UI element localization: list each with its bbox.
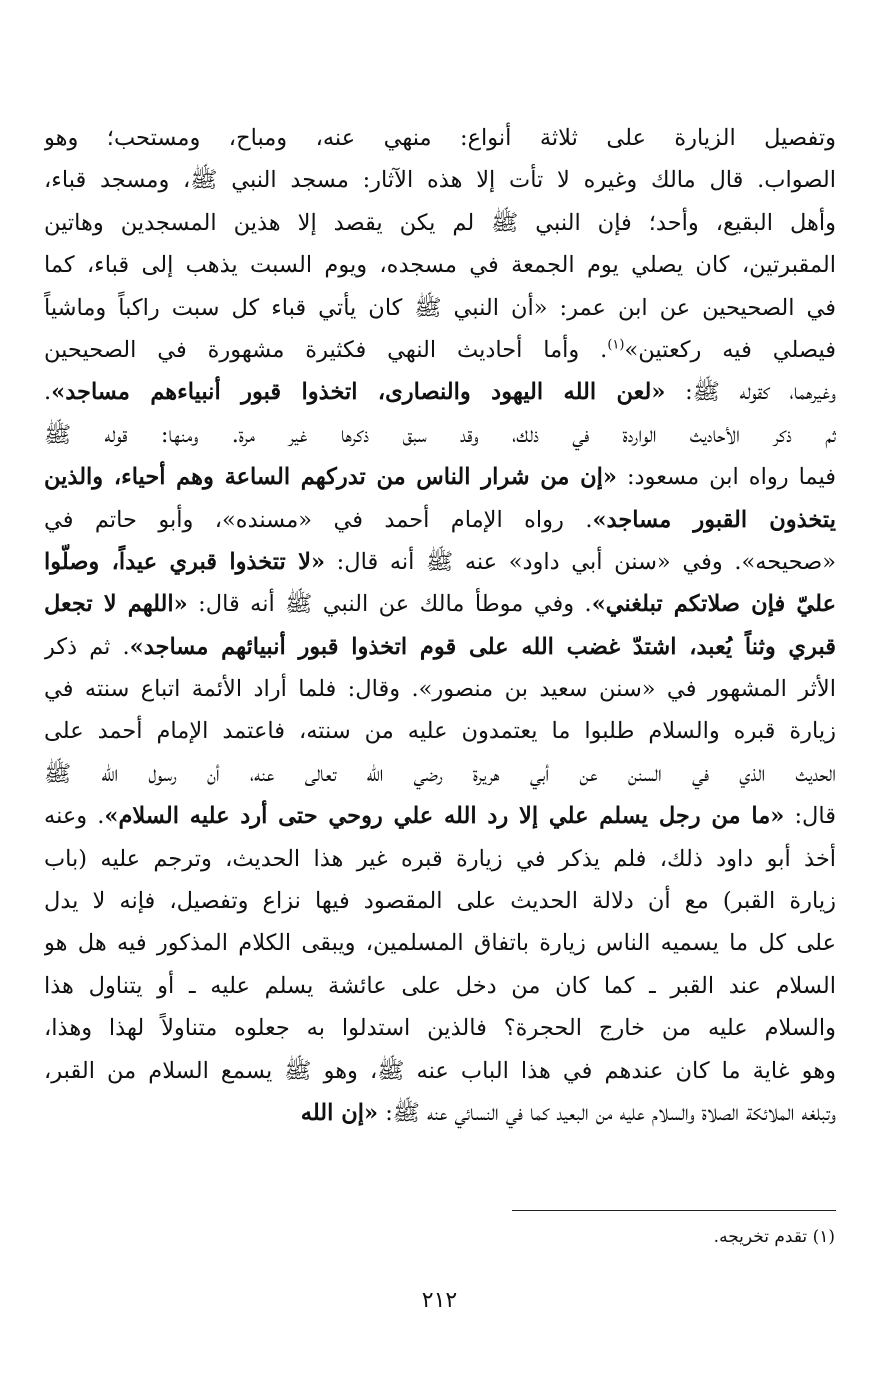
text-segment: وأهل البقيع، وأحد؛ فإن النبي ﷺ لم يكن يقصد إلا هذين المسجدين وهاتين [44,209,836,236]
text-segment: . ثم ذكر [44,633,130,660]
text-segment: . رواه الإمام أحمد في «مسنده»، وأبو حاتم في [44,506,593,533]
hadith-quote: «لا تتخذوا قبري عيداً، وصلّوا [44,548,326,575]
text-segment: ثم ذكر الأحاديث الواردة في ذلك، وقد سبق ذكرها غير مرة. ومنها: قوله ﷺ [44,421,836,448]
main-text-body [44,117,836,1134]
text-line [44,753,836,795]
text-segment: فيصلي فيه ركعتين» [624,336,836,363]
text-line [44,244,836,286]
text-segment: الحديث الذي في السنن عن أبي هريرة رضي الله تعالى عنه، أن رسول الله ﷺ [44,760,836,787]
text-segment: السلام عند القبر ـ كما كان من دخل على عائشة يسلم عليه ـ أو يتناول هذا [44,972,836,999]
text-segment: على كل ما يسميه الناس زيارة باتفاق المسلمين، ويبقى الكلام المذكور فيه هل هو [44,930,836,957]
footnote-reference: (١) [607,337,625,353]
text-segment: الصواب. قال مالك وغيره لا تأت إلا هذه الآثار: مسجد النبي ﷺ، ومسجد قباء، [44,167,836,194]
page-number: ٢١٢ [421,1288,458,1313]
text-segment: أخذ أبو داود ذلك، فلم يذكر في زيارة قبره غير هذا الحديث، وترجم عليه (باب [44,845,836,872]
text-segment: . [44,379,52,406]
text-line [44,838,836,880]
text-line [44,414,836,456]
text-line [44,922,836,964]
text-segment: . وعنه [44,803,105,830]
text-segment: وتفصيل الزيارة على ثلاثة أنواع: منهي عنه، ومباح، ومستحب؛ وهو [44,125,836,151]
text-segment: الأثر المشهور في «سنن سعيد بن منصور». وقال: فلما أراد الأئمة اتباع سنته في [44,676,836,703]
hadith-quote: قبري وثناً يُعبد، اشتدّ غضب الله على قوم اتخذوا قبور أنبيائهم مساجد» [129,633,836,660]
text-line [44,1050,836,1092]
text-segment: . وفي موطأ مالك عن النبي ﷺ أنه قال: [187,591,592,618]
text-segment: وتبلغه الملائكة الصلاة والسلام عليه من البعيد كما في النسائي عنه ﷺ: [378,1099,836,1126]
text-segment: فيما رواه ابن مسعود: [616,464,836,491]
text-line [44,159,836,201]
hadith-quote: يتخذون القبور مساجد» [592,506,836,533]
hadith-quote: «لعن الله اليهود والنصارى، اتخذوا قبور أنبياءهم مساجد» [51,379,666,406]
hadith-quote: «ما من رجل يسلم علي إلا رد الله علي روحي حتى أرد عليه السلام» [104,803,785,830]
text-line [44,668,836,710]
hadith-quote: «إن الله [300,1099,379,1126]
text-line [44,880,836,922]
text-line [44,583,836,625]
footnote-text: تقدم تخريجه. [713,1227,808,1247]
text-segment: زيارة قبره والسلام طلبوا ما يعتمدون عليه من سنته، فاعتمد الإمام أحمد على [44,718,836,745]
footnote [714,1225,835,1249]
text-segment: والسلام عليه من خارج الحجرة؟ فالذين استدلوا به جعلوه متناولاً لهذا وهذا، [44,1015,836,1042]
text-line [44,499,836,541]
text-line [44,117,836,159]
text-line [44,795,836,837]
text-line [44,965,836,1007]
hadith-quote: «إن من شرار الناس من تدركهم الساعة وهم أحياء، والذين [44,464,617,491]
text-segment: «صحيحه». وفي «سنن أبي داود» عنه ﷺ أنه قال: [325,548,836,575]
text-segment: في الصحيحين عن ابن عمر: «أن النبي ﷺ كان يأتي قباء كل سبت راكباً وماشياً [44,294,836,321]
text-segment: . وأما أحاديث النهي فكثيرة مشهورة في الصحيحين [44,336,608,363]
text-segment: المقبرتين، كان يصلي يوم الجمعة في مسجده، ويوم السبت يذهب إلى قباء، كما [44,252,836,279]
text-line [44,1007,836,1049]
text-line [44,456,836,498]
text-line [44,329,836,371]
text-segment: قال: [784,803,836,830]
text-line [44,202,836,244]
text-segment: وغيرهما، كقوله ﷺ: [665,379,836,406]
footnote-marker: (١) [812,1227,835,1247]
footnote-separator [512,1210,836,1211]
text-segment: زيارة القبر) مع أن دلالة الحديث على المقصود فيها نزاع وتفصيل، فإنه لا يدل [44,888,836,915]
hadith-quote: عليّ فإن صلاتكم تبلغني» [591,591,836,618]
text-line [44,626,836,668]
text-segment: وهو غاية ما كان عندهم في هذا الباب عنه ﷺ، وهو ﷺ يسمع السلام من القبر، [44,1057,836,1084]
text-line [44,287,836,329]
text-line [44,1092,836,1134]
hadith-quote: «اللهم لا تجعل [44,591,188,618]
text-line [44,541,836,583]
text-line [44,371,836,413]
text-line [44,710,836,752]
